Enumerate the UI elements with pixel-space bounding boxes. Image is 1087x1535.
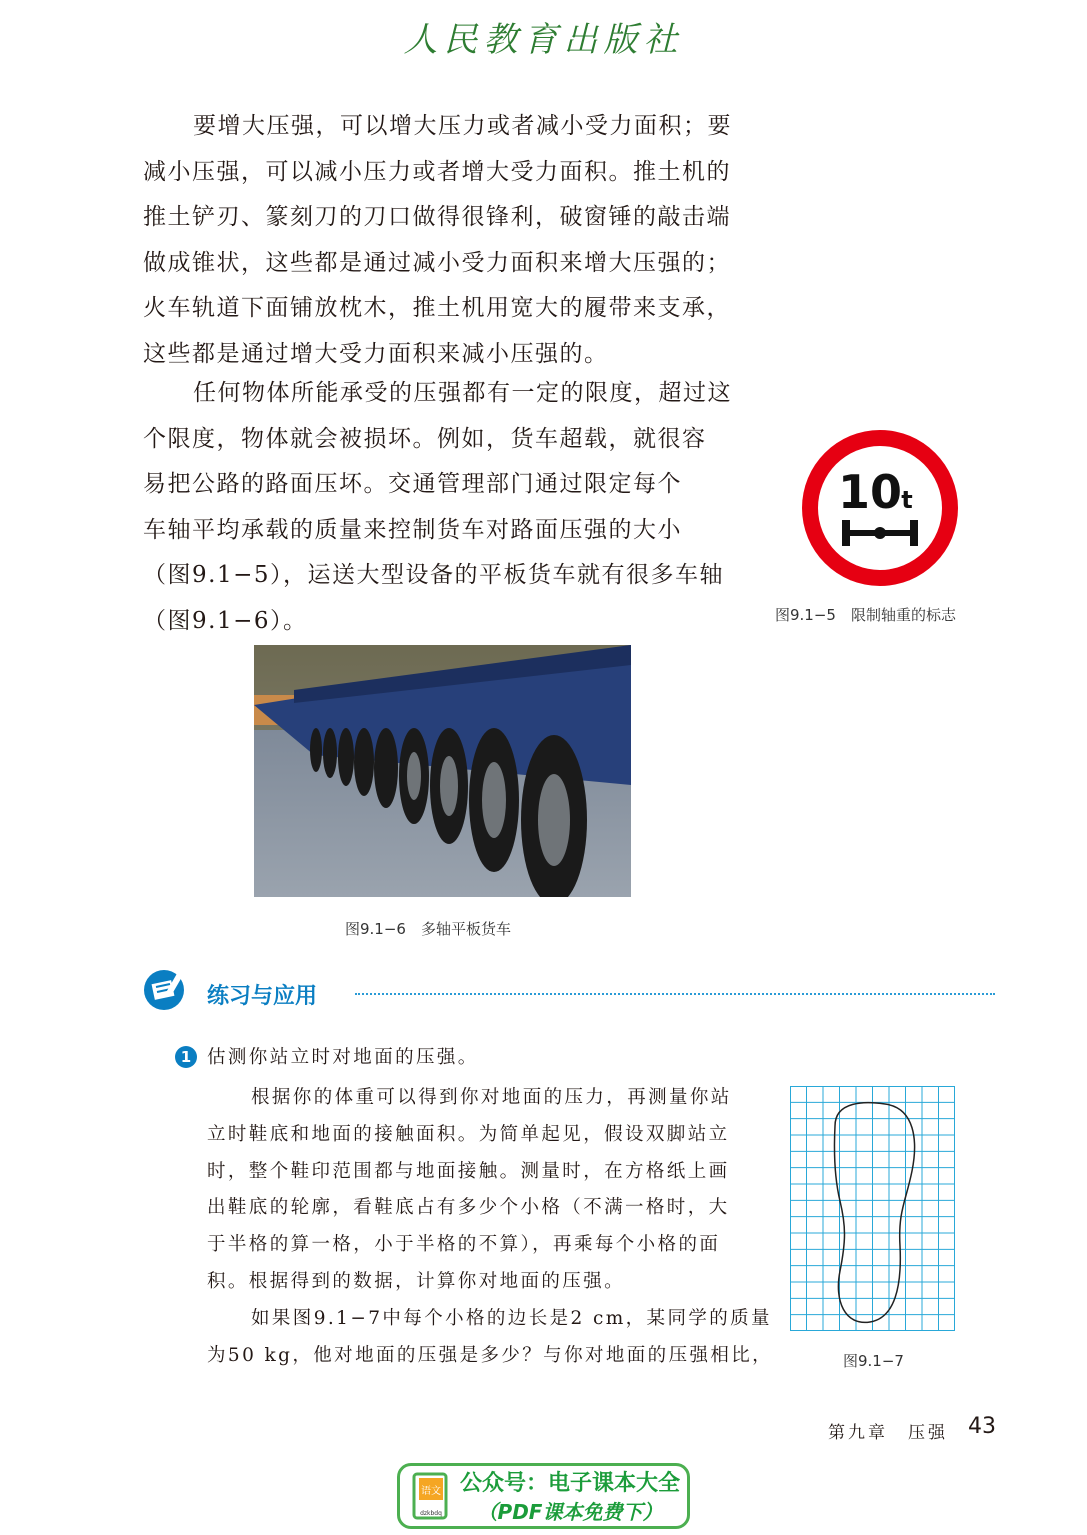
text-line: 个限度，物体就会被损坏。例如，货车超载，就很容: [143, 425, 707, 452]
text-line: 于半格的算一格，小于半格的不算），再乘每个小格的面: [207, 1234, 721, 1256]
book-icon: [410, 1468, 456, 1526]
section-title: 练习与应用: [207, 984, 318, 1009]
exercise-question: 估测你站立时对地面的压强。: [207, 1047, 479, 1068]
exercise-number: 1: [175, 1046, 197, 1068]
paragraph-1: [143, 104, 743, 378]
exercise-body: [207, 1080, 782, 1374]
badge-icon-text: 语文: [421, 1486, 441, 1497]
text-line: 如果图9.1−7中每个小格的边长是2 cm，某同学的质量: [251, 1307, 772, 1329]
shoe-grid-figure: [790, 1086, 955, 1331]
publisher-logo: 人民教育出版社: [403, 20, 684, 60]
badge-line2: （PDF课本免费下）: [477, 1500, 663, 1524]
text-line: 立时鞋底和地面的接触面积。为简单起见，假设双脚站立: [207, 1123, 730, 1145]
svg-text:t: t: [901, 486, 913, 514]
text-line: 任何物体所能承受的压强都有一定的限度，超过这: [193, 380, 732, 406]
text-line: 车轴平均承载的质量来控制货车对路面压强的大小: [143, 516, 682, 543]
text-line: （图9.1−6）。: [143, 607, 308, 634]
text-line: 出鞋底的轮廓，看鞋底占有多少个小格（不满一格时，大: [207, 1197, 730, 1219]
text-line: 根据你的体重可以得到你对地面的压力，再测量你站: [251, 1087, 732, 1108]
text-line: （图9.1−5），运送大型设备的平板货车就有很多车轴: [143, 562, 724, 589]
truck-caption: 图9.1−6 多轴平板货车: [345, 920, 511, 938]
exercise-icon: [142, 966, 190, 1016]
text-line: 易把公路的路面压坏。交通管理部门通过限定每个: [143, 471, 682, 498]
sign-caption: 图9.1−5 限制轴重的标志: [775, 606, 956, 624]
text-line: 推土铲刃、篆刻刀的刀口做得很锋利，破窗锤的敲击端: [143, 204, 731, 231]
axle-icon: [802, 430, 958, 586]
text-line: 时，整个鞋印范围都与地面接触。测量时，在方格纸上画: [207, 1160, 730, 1182]
shoe-outline: [835, 1103, 915, 1323]
text-line: 这些都是通过增大受力面积来减小压强的。: [143, 340, 609, 367]
text-line: 积。根据得到的数据，计算你对地面的压强。: [207, 1270, 626, 1292]
text-line: 做成锥状，这些都是通过减小受力面积来增大压强的；: [143, 249, 731, 276]
chapter-footer: 第九章 压强: [828, 1423, 948, 1443]
text-line: 为50 kg，他对地面的压强是多少？与你对地面的压强相比，: [207, 1344, 774, 1366]
axle-limit-sign: [802, 430, 958, 586]
text-line: 要增大压强，可以增大压力或者减小受力面积；要: [193, 113, 732, 139]
sign-label: 10: [837, 465, 903, 519]
page-number: 43: [968, 1414, 996, 1439]
truck-photo: [254, 645, 631, 897]
section-divider: [355, 993, 995, 995]
badge-icon-sub: dzkbdq: [420, 1510, 442, 1517]
badge-line1: 公众号：电子课本大全: [460, 1471, 681, 1496]
text-line: 减小压强，可以减小压力或者增大受力面积。推土机的: [143, 158, 731, 185]
paragraph-2: [143, 371, 743, 645]
text-line: 火车轨道下面铺放枕木，推土机用宽大的履带来支承，: [143, 295, 731, 322]
grid-caption: 图9.1−7: [843, 1352, 904, 1370]
